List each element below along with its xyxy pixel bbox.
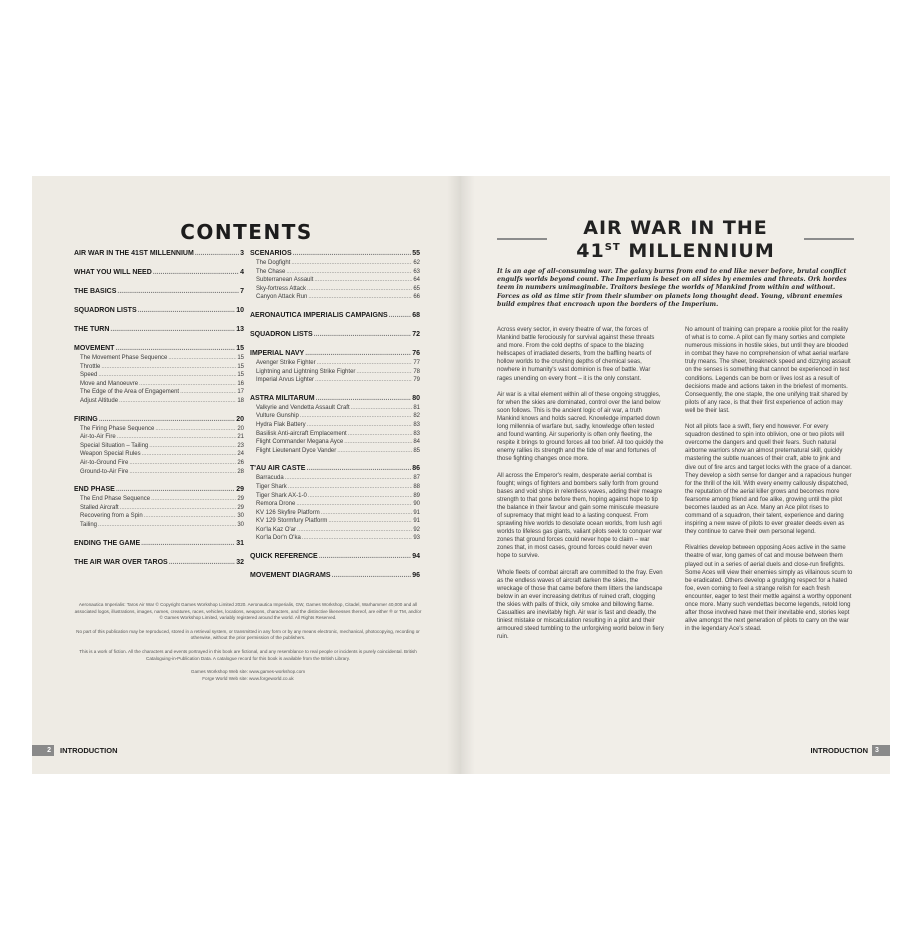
toc-item-page: 90 [413,501,420,508]
toc-leader [144,512,237,521]
toc-leader [116,484,235,495]
toc-heading-title: WHAT YOU WILL NEED [74,269,152,276]
toc-item-page: 77 [413,359,420,366]
intro-paragraph: It is an age of all-consuming war. The galaxy burns from end to end like never before, brutal conflict engulfs worlds beyond count. The Imperium is beset on all sides by enemies and threats. Ork hordes teem in numbers unimaginable. Traitors besiege the worlds of Mankind from within and without. Forces as old as time stir from their slumber on planets long thought dead. Young, vibrant enemies build empires that encroach upon the borders of the Imperium. [497,268,847,308]
toc-heading [74,557,244,568]
toc-heading-title: AERONAUTICA IMPERIALIS CAMPAIGNS [250,311,388,319]
toc-leader [307,285,412,294]
toc-leader [293,248,412,259]
toc-item-title: Hydra Flak Battery [256,421,306,428]
text-column-1 [497,326,665,649]
toc-heading-title: MOVEMENT [74,345,115,352]
page-number: 2 [32,745,54,756]
toc-section [250,248,420,302]
toc-item [74,388,244,397]
toc-item [250,492,420,501]
toc-item-title: Imperial Arvus Lighter [256,377,315,384]
toc-heading [74,305,244,316]
toc-item-title: Vulture Gunship [256,413,299,420]
legal-paragraph: Games Workshop Web site: www.games-workshop.com Forge World Web site: www.forgeworld.co.uk [190,669,306,681]
toc-leader [332,570,412,581]
toc-leader [195,248,239,259]
toc-item-title: Air-to-Ground Fire [80,459,129,466]
toc-item [250,517,420,526]
toc-heading [250,329,420,340]
toc-item-page: 78 [413,368,420,375]
toc-item [74,512,244,521]
toc-heading [74,248,244,259]
toc-column-2 [250,248,420,589]
toc-item-title: Kor'la Kaz O'ar [256,526,296,533]
toc-item [74,450,244,459]
toc-heading-title: ENDING THE GAME [74,539,141,547]
toc-leader [120,504,237,513]
title-number: 41 [576,240,605,262]
toc-heading-page: 7 [240,288,244,295]
toc-item [250,404,420,413]
toc-item-title: Stalled Aircraft [80,504,119,511]
toc-item [250,293,420,302]
toc-item-title: Tiger Shark AX-1-0 [256,492,307,499]
toc-heading [250,348,420,359]
toc-item-title: Valkyrie and Vendetta Assault Craft [256,404,350,411]
toc-leader [288,483,413,492]
toc-item-title: Basilisk Anti-aircraft Emplacement [256,430,347,437]
title-word: MILLENNIUM [628,240,775,262]
toc-heading-title: T'AU AIR CASTE [250,465,306,473]
gutter-shadow [447,176,461,774]
toc-heading [74,286,244,297]
toc-item [250,276,420,285]
toc-item [74,425,244,434]
body-paragraph: Across every sector, in every theatre of war, the forces of Mankind battle ferociously for survival against these threats and more. From the cold depths of space to the blazing hellscapes of irradiated deserts, from the baffling hearts of hollow worlds to the crushing depths of chemical seas, nowhere in humanity's vast dominion is free of battle. War rages unending on every front – it is the only constant. [497,327,655,382]
folio-right [811,745,891,756]
toc-heading-title: QUICK REFERENCE [250,553,318,561]
toc-heading-title: END PHASE [74,486,115,494]
folio-label: INTRODUCTION [60,746,118,755]
toc-item [74,442,244,451]
toc-item [74,397,244,406]
toc-item-page: 91 [413,509,420,516]
toc-item-page: 84 [413,439,420,446]
toc-leader [308,293,412,302]
body-paragraph: Not all pilots face a swift, fiery end however. For every squadron destined to spin into oblivion, one or two pilots will overcome the dangers and quell their fears. Such natural airborne warriors show an almost preternatural skill, quickly mastering the subtle nuances of their craft, able to jink and dive out of fire arcs and target locks with the grace of a dancer. They develop a sixth sense for danger and a rapacious hunger for the thrill of the kill. With every enemy callously dispatched, the reputation of the aerial killer grows and becomes more fearsome among friend and foe alike, growing until the pilot becomes lauded as an Ace. Many an Ace pilot rises to command of a squadron, their talent, experience and daring inspiring a new wave of pilots to ever greater deeds even as they continue to carve their own personal legend. [685,424,852,536]
toc-leader [348,430,413,439]
toc-leader [314,329,412,340]
toc-item [74,371,244,380]
toc-section [74,557,244,568]
toc-item-title: Air-to-Air Fire [80,434,116,441]
toc-item-title: Recovering from a Spin [80,513,143,520]
toc-item-page: 62 [413,260,420,266]
toc-heading [74,267,244,278]
toc-item-title: KV 126 Skyfire Platform [256,509,320,516]
toc-item-page: 18 [237,397,244,404]
toc-heading-title: THE AIR WAR OVER TAROS [74,558,168,566]
toc-heading-page: 13 [236,326,244,333]
toc-heading-page: 94 [412,553,420,561]
toc-item-page: 29 [237,504,244,511]
toc-item [74,354,244,363]
toc-item-title: Remora Drone [256,501,296,508]
toc-section [74,343,244,406]
toc-section [74,248,244,259]
toc-section [250,570,420,581]
toc-item-page: 29 [237,496,244,503]
toc-leader [98,371,236,380]
toc-leader [328,517,412,526]
toc-section [74,484,244,529]
toc-item-page: 88 [413,483,420,490]
toc-leader [314,276,412,285]
toc-item-title: Lightning and Lightning Strike Fighter [256,368,356,375]
toc-item-title: Speed [80,372,98,379]
toc-item-page: 21 [237,434,244,441]
toc-leader [141,538,235,549]
toc-heading-page: 31 [236,539,244,547]
toc-heading-page: 10 [236,307,244,314]
toc-item-page: 66 [413,294,420,301]
toc-heading-page: 15 [236,345,244,352]
toc-item-title: Avenger Strike Fighter [256,359,316,366]
toc-item-title: The Edge of the Area of Engagement [80,389,180,396]
toc-item [250,359,420,368]
toc-leader [315,376,412,385]
toc-item [74,459,244,468]
title-ordinal: ST [604,242,621,253]
toc-item-page: 83 [413,421,420,428]
toc-item-page: 17 [237,389,244,396]
toc-item [74,363,244,372]
folio-left [32,745,118,756]
title-rule-right [804,238,854,240]
toc-heading [250,248,420,259]
toc-heading-title: IMPERIAL NAVY [250,349,305,357]
toc-item [74,468,244,477]
text-column-2 [685,326,853,641]
toc-item-title: Flight Lieutenant Dyce Vander [256,447,337,454]
toc-item-page: 93 [413,535,420,542]
toc-leader [305,348,411,359]
toc-leader [317,359,413,368]
toc-heading-title: ASTRA MILITARUM [250,394,315,402]
toc-leader [151,495,236,504]
toc-item-title: Throttle [80,363,101,370]
toc-heading [74,343,244,354]
toc-leader [351,404,413,413]
toc-heading-page: 55 [412,250,420,257]
legal-paragraph: Aeronautica Imperialis: Taros Air War © Copyright Games Workshop Limited 2020. Aeronautica Imperialis, GW, Games Workshop, Citadel, Warhammer 40,000 and all associated logos, illustrations, images, names, creatures, races, vehicles, locations, weapons, characters, and the distinctive likenesses thereof, are either ® or TM, and/or © Games Workshop Limited, variably registered around the world. All Rights Reserved. [74,602,422,621]
toc-heading-title: MOVEMENT DIAGRAMS [250,572,331,580]
contents-title: CONTENTS [180,220,313,244]
toc-leader [297,526,412,535]
toc-item-title: KV 129 Stormfury Platform [256,518,328,525]
gutter-shadow [461,176,475,774]
toc-leader [117,433,237,442]
toc-section [74,286,244,297]
toc-heading-page: 20 [236,415,244,423]
toc-heading-title: FIRING [74,415,98,423]
toc-leader [115,343,235,354]
legal-paragraph: No part of this publication may be reproduced, stored in a retrieval system, or transmitted in any form or by any means electronic, mechanical, photocopying, recording or otherwise, without the prior permission of the publishers. [76,628,420,641]
toc-item [250,534,420,543]
toc-item-page: 81 [413,404,420,411]
toc-item-title: Move and Manoeuvre [80,380,139,387]
toc-item [250,268,420,277]
toc-leader [153,267,239,278]
toc-leader [169,557,235,568]
toc-item [250,500,420,509]
toc-item-page: 30 [237,513,244,520]
toc-item-title: Subterranean Assault [256,277,314,284]
chapter-title-line2 [461,238,890,261]
toc-section [250,393,420,456]
toc-heading [250,393,420,404]
toc-item-title: Canyon Attack Run [256,294,308,301]
toc-item-title: Special Situation – Tailing [80,442,149,449]
toc-item-page: 65 [413,285,420,292]
toc-leader [291,259,412,268]
toc-leader [316,393,412,404]
toc-section [74,414,244,477]
toc-item-title: Weapon Special Rules [80,451,141,458]
toc-leader [356,368,412,377]
toc-leader [344,438,412,447]
toc-section [74,267,244,278]
toc-leader [306,463,411,474]
toc-heading [250,551,420,562]
toc-item [250,368,420,377]
toc-section [74,305,244,316]
toc-heading [74,484,244,495]
toc-item-page: 30 [237,521,244,528]
right-page [461,176,890,774]
toc-leader [319,551,412,562]
toc-leader [300,412,413,421]
toc-item [250,509,420,518]
toc-item [250,285,420,294]
toc-item-title: The Firing Phase Sequence [80,425,155,432]
toc-leader [142,450,237,459]
toc-leader [286,268,412,277]
toc-item [74,521,244,530]
body-paragraph: All across the Emperor's realm, desperate aerial combat is fought; wings of fighters and bombers sally forth from ground bases and void ships in relentless waves, adding their meagre strength to that gone before them, hoping against hope to tip the balance in their favour and gain some miniscule measure of supremacy that might lead to a lasting conquest. From sprawling hive worlds to desolate ocean worlds, from lush agri worlds to lifeless gas giants, valiant pilots seek to conquer war zones that ground forces could never hope to claim – war zones that, in most cases, ground forces could never even hope to survive. [497,472,663,560]
toc-heading [250,463,420,474]
toc-item-page: 64 [413,277,420,284]
toc-item [250,430,420,439]
toc-leader [98,521,236,530]
toc-leader [139,380,236,389]
toc-heading-page: 96 [412,572,420,580]
toc-item-title: The Movement Phase Sequence [80,355,168,361]
toc-leader [337,447,412,456]
toc-item-page: 16 [237,380,244,387]
toc-item-page: 15 [237,355,244,361]
toc-section [250,463,420,543]
toc-leader [149,442,236,451]
toc-leader [308,492,413,501]
body-paragraph: Whole fleets of combat aircraft are committed to the fray. Even as the endless waves of aircraft darken the skies, the wreckage of those that came before them litters the landscape below in an ever increasing detritus of ruined craft, clogging the skies with palls of thick, oily smoke and billowing flame. Casualties are inevitably high. Air war is fast and deadly, the tiniest mistake or miscalculation resulting in a pilot and their armoured steed tumbling to the unforgiving world below in fiery ruin. [497,569,664,641]
toc-leader [117,286,239,297]
toc-item-page: 28 [237,468,244,475]
toc-item [74,504,244,513]
toc-item-title: Kor'la Dor'n O'ka [256,535,301,542]
toc-item [250,447,420,456]
toc-leader [321,509,413,518]
toc-item [250,438,420,447]
toc-heading-title: THE BASICS [74,288,117,295]
toc-heading-title: AIR WAR IN THE 41ST MILLENNIUM [74,250,194,257]
book-spread [32,176,890,774]
folio-label: INTRODUCTION [810,746,868,755]
toc-section [74,538,244,549]
legal-notice [74,602,422,689]
toc-item-title: Tailing [80,521,98,528]
page-number: 3 [872,745,890,756]
toc-item-title: Adjust Altitude [80,397,119,404]
toc-heading-page: 29 [236,486,244,494]
toc-heading-page: 68 [412,311,420,319]
toc-item-page: 79 [413,377,420,384]
toc-section [250,310,420,321]
toc-item [250,421,420,430]
toc-item-page: 63 [413,268,420,275]
toc-item-page: 23 [237,442,244,449]
toc-item [74,433,244,442]
chapter-title-line1: AIR WAR IN THE [583,217,768,239]
toc-item [74,495,244,504]
chapter-title [461,218,890,261]
toc-leader [285,474,413,483]
toc-item-title: Ground-to-Air Fire [80,468,129,475]
toc-column-1 [74,248,244,576]
toc-section [250,329,420,340]
toc-item-title: Sky-fortress Attack [256,285,307,292]
toc-leader [119,397,236,406]
toc-heading-page: 86 [412,465,420,473]
toc-heading-title: SQUADRON LISTS [250,330,313,338]
toc-item [250,526,420,535]
toc-heading [250,570,420,581]
toc-heading-page: 72 [412,330,420,338]
toc-item-title: Flight Commander Megana Ayce [256,439,344,446]
toc-leader [180,388,236,397]
toc-item-page: 91 [413,518,420,525]
legal-paragraph: This is a work of fiction. All the characters and events portrayed in this book are fictional, and any resemblance to real people or incidents is purely coincidental. British Cataloguing-in-Publication Data. A catalogue record for this book is available from the British Library. [79,648,417,661]
toc-item-page: 82 [413,413,420,420]
toc-item [250,259,420,268]
body-paragraph: Air war is a vital element within all of these ongoing struggles, for when the skies are dominated, control over the land below soon follows. This is the ancient logic of air war, a truth Mankind knows and holds sacred. Knowledge imparted down long millennia of warfare but, sadly, knowledge often tested and found wanting. Air superiority is often only fleeting, the respite it brings to ground forces all too brief. All too quickly the enemy rallies its strength and the tide of war and fortunes of those fighting changes once more. [497,391,664,463]
toc-item [250,474,420,483]
toc-heading [250,310,420,321]
toc-leader [129,468,236,477]
toc-item [74,380,244,389]
toc-item-page: 92 [413,526,420,533]
toc-heading-title: SQUADRON LISTS [74,307,137,314]
toc-leader [168,354,236,363]
toc-leader [138,305,236,316]
toc-leader [302,534,413,543]
toc-heading [74,414,244,425]
toc-item [250,412,420,421]
toc-leader [389,310,412,321]
left-page [32,176,461,774]
toc-heading-page: 3 [240,250,244,257]
toc-heading [74,324,244,335]
toc-item-title: The Chase [256,268,286,275]
toc-item-page: 24 [237,451,244,458]
toc-leader [101,363,236,372]
body-paragraph: Rivalries develop between opposing Aces active in the same theatre of war, long games of cat and mouse between them played out in a series of aerial duels and close-run firefights. Some Aces will view their enemies simply as villainous scum to be eradicated. Others develop a grudging respect for a hated foe, even coming to feel a strange relish for each fresh encounter, eager to test their mettle against a worthy opponent once more. Many such vendettas become legends, retold long after those involved have met their inevitable end, stories kept alive amongst the next generation of pilots to carry on the war in the legendary Ace's stead. [685,545,853,633]
toc-section [250,348,420,385]
toc-item-title: Barracuda [256,475,284,482]
toc-section [250,551,420,562]
toc-heading-title: SCENARIOS [250,250,292,257]
toc-item-page: 15 [237,372,244,379]
toc-item-page: 20 [237,425,244,432]
toc-item-title: Tiger Shark [256,483,287,490]
body-paragraph: No amount of training can prepare a rookie pilot for the reality of what is to come. A pilot can fly many sorties and complete numerous missions in hostile skies, but until they are blooded in combat they have no comprehension of what aerial warfare truly means. The sheer, breakneck speed and dizzying assault on the senses is something that cannot be experienced in test conditions. Legends can be born or lives lost as a result of decisions made and actions taken in the briefest of moments. Consequently, the one staple, the one unifying trait shared by pilots of any race, is that their first experience of action may well be their last. [685,327,851,414]
toc-leader [296,500,412,509]
toc-item-page: 87 [413,475,420,482]
toc-item-page: 26 [237,459,244,466]
toc-item [250,376,420,385]
toc-item [250,483,420,492]
toc-section [74,324,244,335]
toc-item-title: The Dogfight [256,260,291,266]
toc-heading-page: 76 [412,349,420,357]
toc-leader [110,324,235,335]
toc-heading-page: 80 [412,394,420,402]
toc-leader [307,421,413,430]
toc-leader [129,459,236,468]
title-rule-left [497,238,547,240]
toc-item-page: 15 [237,363,244,370]
toc-heading-page: 32 [236,558,244,566]
toc-heading [74,538,244,549]
toc-item-page: 85 [413,447,420,454]
toc-item-page: 83 [413,430,420,437]
toc-leader [155,425,236,434]
toc-item-title: The End Phase Sequence [80,496,151,503]
toc-heading-title: THE TURN [74,326,110,333]
toc-heading-page: 4 [240,269,244,276]
toc-item-page: 89 [413,492,420,499]
toc-leader [99,414,235,425]
